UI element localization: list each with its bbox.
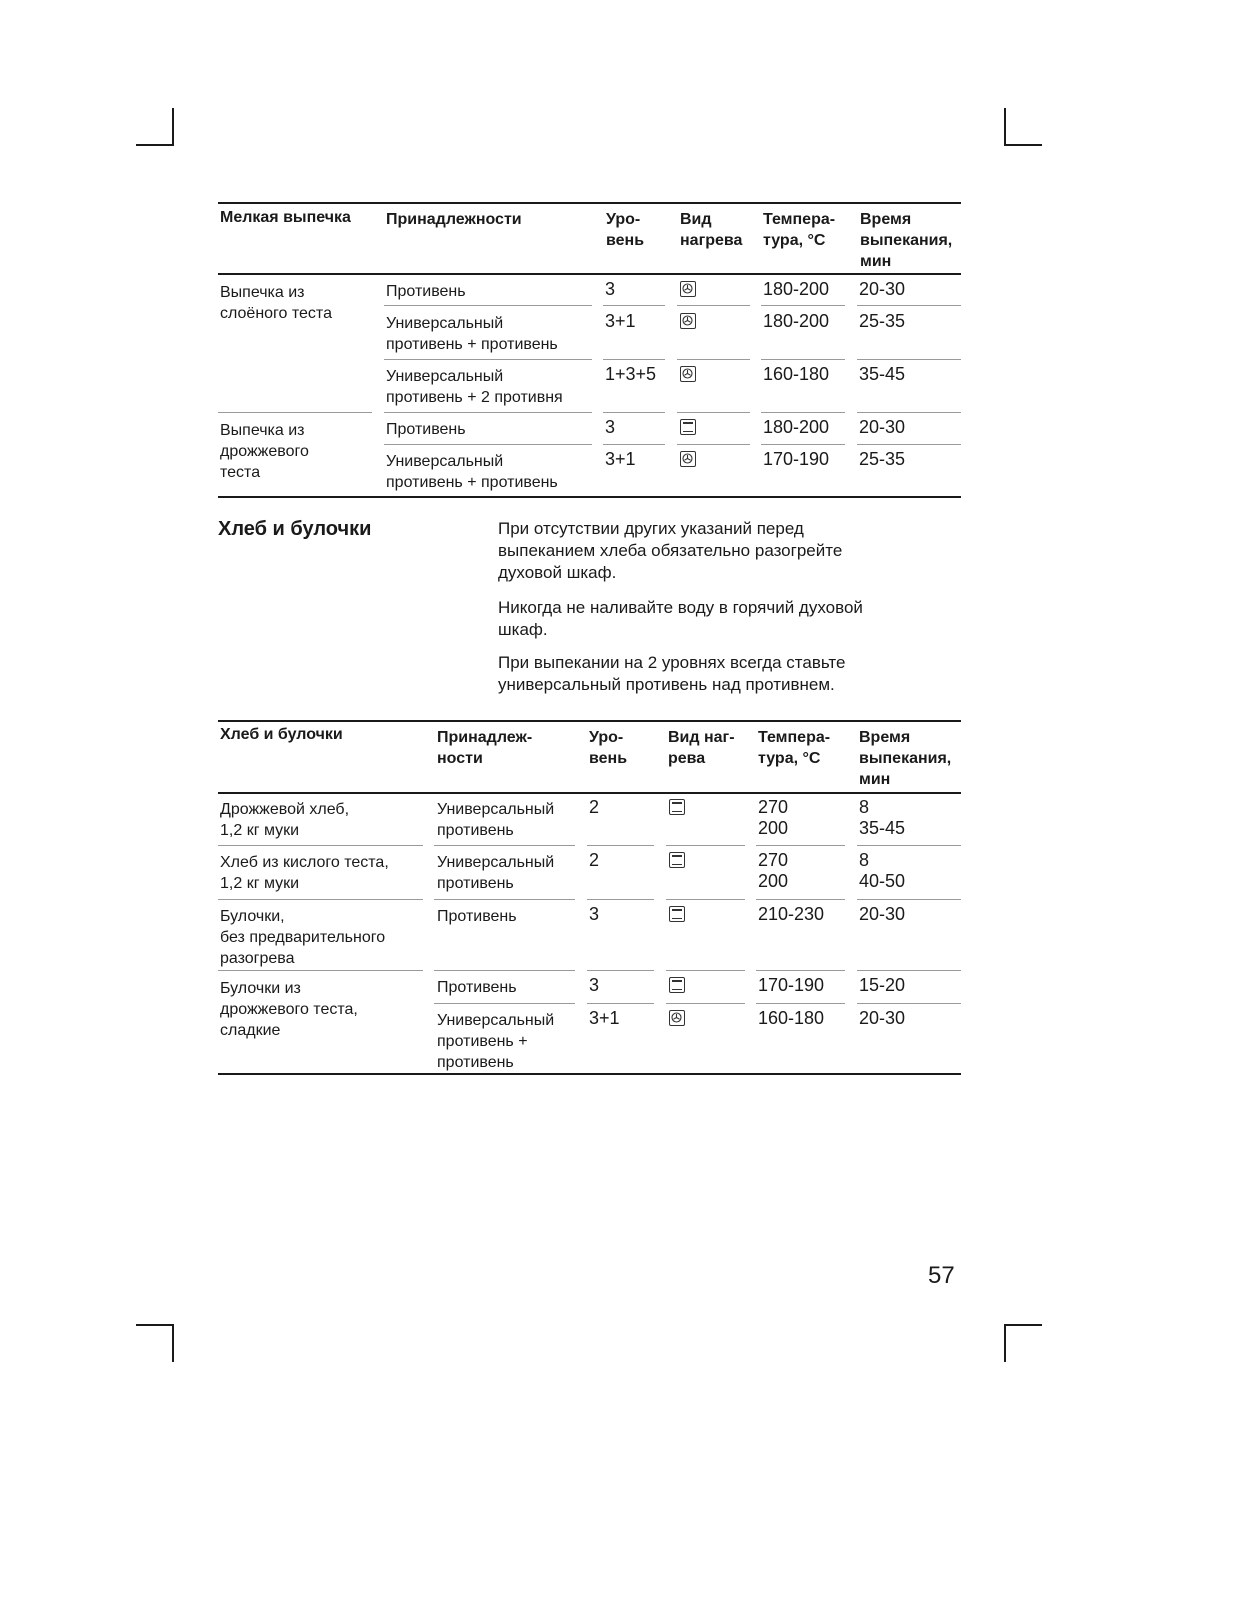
crop-mark: [1004, 1324, 1006, 1362]
row-divider: [434, 970, 575, 971]
row-divider: [666, 899, 745, 900]
time-cell: 8 40-50: [859, 850, 906, 891]
row-divider: [857, 899, 961, 900]
row-divider: [218, 845, 423, 846]
temperature-cell: 180-200: [763, 417, 830, 437]
level-cell: 2: [589, 850, 600, 870]
header-level: Уро- вень: [606, 211, 645, 249]
fan-heat-icon: [680, 451, 696, 467]
top-bottom-heat-icon: [669, 799, 685, 815]
crop-mark: [136, 144, 174, 146]
crop-mark: [136, 1324, 174, 1326]
accessory-cell: Противень: [386, 283, 466, 300]
row-divider: [761, 305, 845, 306]
product-cell: Булочки из дрожжевого теста, сладкие: [220, 980, 358, 1039]
accessory-cell: Противень: [437, 908, 517, 925]
row-divider: [857, 1003, 961, 1004]
accessory-cell: Универсальный противень + 2 противня: [386, 368, 563, 406]
row-divider: [384, 412, 592, 413]
paragraph: При отсутствии других указаний перед выпеканием хлеба обязательно разогрейте духовой шкаф.: [498, 519, 843, 582]
row-divider: [218, 899, 423, 900]
temperature-cell: 160-180: [763, 364, 830, 384]
crop-mark: [1004, 108, 1006, 146]
header-small-pastry: Мелкая выпечка: [220, 209, 351, 226]
row-divider: [384, 305, 592, 306]
table-bottom-rule: [218, 496, 961, 498]
header-temperature: Темпера- тура, °C: [758, 729, 831, 767]
level-cell: 3: [589, 904, 600, 924]
time-cell: 25-35: [859, 311, 906, 331]
row-divider: [434, 899, 575, 900]
row-divider: [434, 845, 575, 846]
group-name-puff-pastry: Выпечка из слоёного теста: [220, 284, 332, 322]
row-divider: [218, 970, 423, 971]
table-bottom-rule: [218, 1073, 961, 1075]
row-divider: [857, 359, 961, 360]
level-cell: 3: [605, 279, 616, 299]
row-divider: [761, 359, 845, 360]
row-divider: [857, 412, 961, 413]
row-divider: [384, 359, 592, 360]
accessory-cell: Универсальный противень + противень: [437, 1012, 555, 1071]
time-cell: 15-20: [859, 975, 906, 995]
header-baking-time: Время выпекания, мин: [860, 211, 953, 270]
header-accessories: Принадлежности: [386, 211, 522, 228]
row-divider: [666, 970, 745, 971]
paragraph: Никогда не наливайте воду в горячий духовой шкаф.: [498, 598, 863, 639]
row-divider: [587, 1003, 654, 1004]
page-number: 57: [928, 1262, 955, 1289]
accessory-cell: Противень: [437, 979, 517, 996]
header-accessories: Принадлеж- ности: [437, 729, 533, 767]
paragraph: При выпекании на 2 уровнях всегда ставьте универсальный противень над противнем.: [498, 653, 846, 694]
accessory-cell: Универсальный противень: [437, 854, 555, 892]
header-level: Уро- вень: [589, 729, 628, 767]
temperature-cell: 170-190: [758, 975, 825, 995]
row-divider: [756, 970, 845, 971]
row-divider: [677, 412, 750, 413]
row-divider: [666, 1003, 745, 1004]
time-cell: 20-30: [859, 417, 906, 437]
accessory-cell: Универсальный противень + противень: [386, 453, 558, 491]
level-cell: 3+1: [605, 311, 636, 331]
level-cell: 3+1: [605, 449, 636, 469]
table-top-rule: [218, 202, 961, 204]
section-title: Хлеб и булочки: [218, 518, 372, 540]
temperature-cell: 210-230: [758, 904, 825, 924]
accessory-cell: Универсальный противень: [437, 801, 555, 839]
header-heat-type: Вид наг- рева: [668, 729, 735, 767]
product-cell: Дрожжевой хлеб, 1,2 кг муки: [220, 801, 350, 839]
accessory-cell: Универсальный противень + противень: [386, 315, 558, 353]
row-divider: [603, 359, 665, 360]
row-divider: [677, 444, 750, 445]
header-bottom-rule: [218, 792, 961, 794]
product-cell: Хлеб из кислого теста, 1,2 кг муки: [220, 854, 389, 892]
row-divider: [756, 1003, 845, 1004]
header-temperature: Темпера- тура, °C: [763, 211, 836, 249]
top-bottom-heat-icon: [680, 419, 696, 435]
time-cell: 25-35: [859, 449, 906, 469]
accessory-cell: Противень: [386, 421, 466, 438]
row-divider: [857, 970, 961, 971]
level-cell: 3: [605, 417, 616, 437]
level-cell: 1+3+5: [605, 364, 657, 384]
temperature-cell: 270 200: [758, 797, 789, 838]
header-baking-time: Время выпекания, мин: [859, 729, 952, 788]
top-bottom-heat-icon: [669, 906, 685, 922]
fan-heat-icon: [680, 313, 696, 329]
temperature-cell: 160-180: [758, 1008, 825, 1028]
crop-mark: [1004, 1324, 1042, 1326]
header-bottom-rule: [218, 273, 961, 275]
fan-heat-icon: [669, 1010, 685, 1026]
level-cell: 2: [589, 797, 600, 817]
row-divider: [677, 359, 750, 360]
header-bread-rolls: Хлеб и булочки: [220, 726, 343, 743]
row-divider: [603, 305, 665, 306]
fan-heat-icon: [680, 281, 696, 297]
temperature-cell: 270 200: [758, 850, 789, 891]
top-bottom-heat-icon: [669, 852, 685, 868]
row-divider: [587, 845, 654, 846]
row-divider: [603, 444, 665, 445]
row-divider: [756, 845, 845, 846]
row-divider: [666, 845, 745, 846]
row-divider: [761, 444, 845, 445]
level-cell: 3: [589, 975, 600, 995]
temperature-cell: 180-200: [763, 311, 830, 331]
group-name-yeast-dough: Выпечка из дрожжевого теста: [220, 422, 309, 481]
level-cell: 3+1: [589, 1008, 620, 1028]
table-top-rule: [218, 720, 961, 722]
row-divider: [857, 444, 961, 445]
time-cell: 20-30: [859, 279, 906, 299]
group-divider: [218, 412, 372, 413]
crop-mark: [172, 1324, 174, 1362]
crop-mark: [172, 108, 174, 146]
row-divider: [756, 899, 845, 900]
temperature-cell: 170-190: [763, 449, 830, 469]
row-divider: [761, 412, 845, 413]
crop-mark: [1004, 144, 1042, 146]
temperature-cell: 180-200: [763, 279, 830, 299]
time-cell: 20-30: [859, 904, 906, 924]
header-heat-type: Вид нагрева: [680, 211, 743, 249]
row-divider: [603, 412, 665, 413]
row-divider: [857, 305, 961, 306]
row-divider: [384, 444, 592, 445]
product-cell: Булочки, без предварительного разогрева: [220, 908, 386, 967]
top-bottom-heat-icon: [669, 977, 685, 993]
row-divider: [587, 970, 654, 971]
fan-heat-icon: [680, 366, 696, 382]
row-divider: [434, 1003, 575, 1004]
row-divider: [857, 845, 961, 846]
time-cell: 35-45: [859, 364, 906, 384]
row-divider: [587, 899, 654, 900]
time-cell: 20-30: [859, 1008, 906, 1028]
row-divider: [677, 305, 750, 306]
time-cell: 8 35-45: [859, 797, 906, 838]
